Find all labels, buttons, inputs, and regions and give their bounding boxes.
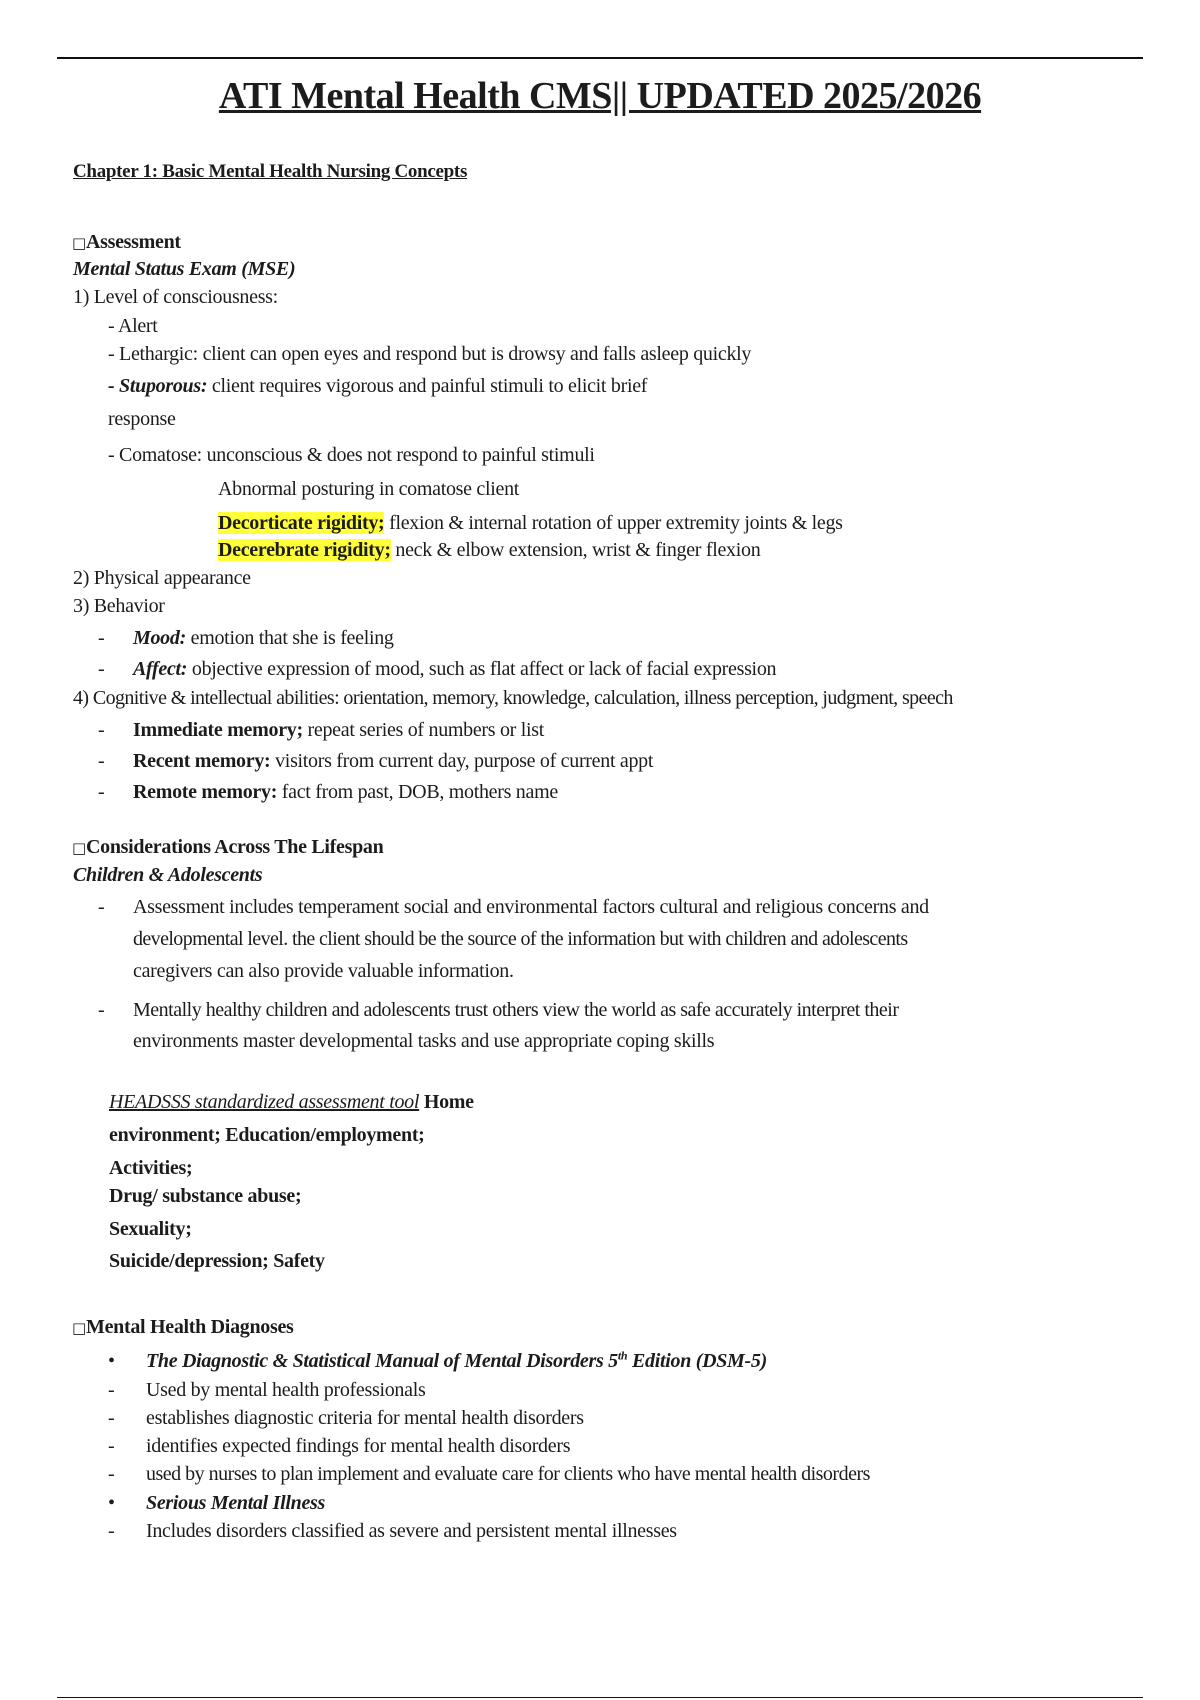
headsss-line-6: Suicide/depression; Safety	[109, 1250, 325, 1272]
remote-memory-line	[133, 780, 558, 804]
lifespan-heading	[72, 835, 383, 860]
paragraph-2-line-1: Mentally healthy children and adolescents trust others view the world as safe accurately interpret their	[133, 999, 899, 1021]
immediate-memory-line	[133, 718, 544, 742]
headsss-line-3: Activities;	[109, 1157, 193, 1179]
decerebrate-term: Decerebrate rigidity;	[218, 539, 391, 561]
stuporous-term: - Stuporous:	[108, 375, 208, 397]
decerebrate-line	[218, 538, 760, 562]
smi-title: Serious Mental Illness	[146, 1492, 326, 1514]
lethargic-line: - Lethargic: client can open eyes and respond but is drowsy and falls asleep quickly	[108, 343, 752, 365]
decorticate-term: Decorticate rigidity;	[218, 512, 385, 534]
box-icon: □	[72, 1319, 86, 1337]
bullet-dot: •	[108, 1350, 116, 1372]
dsm-point-2: establishes diagnostic criteria for mental health disorders	[146, 1407, 584, 1429]
loc-item: 1) Level of consciousness:	[73, 286, 278, 308]
smi-point-1: Includes disorders classified as severe and persistent mental illnesses	[146, 1520, 677, 1542]
mood-term: Mood:	[133, 627, 186, 649]
paragraph-1-line-2: developmental level. the client should be the source of the information but with children and adolescents	[133, 928, 908, 950]
decorticate-text: flexion & internal rotation of upper extremity joints & legs	[384, 512, 843, 534]
paragraph-1-line-3: caregivers can also provide valuable information.	[133, 960, 514, 982]
headsss-line-1	[109, 1090, 474, 1114]
comatose-line: - Comatose: unconscious & does not respond to painful stimuli	[108, 444, 595, 466]
headsss-tool-label: HEADSSS standardized assessment tool	[109, 1091, 420, 1113]
headsss-home: Home	[419, 1091, 474, 1113]
top-rule	[57, 57, 1143, 59]
paragraph-2-line-2: environments master developmental tasks and use appropriate coping skills	[133, 1030, 715, 1052]
mse-subheading: Mental Status Exam (MSE)	[73, 258, 296, 280]
dash-d2: -	[108, 1407, 115, 1429]
alert-line: - Alert	[108, 315, 158, 337]
stuporous-text: client requires vigorous and painful stimuli to elicit brief	[207, 375, 648, 397]
remote-term: Remote memory:	[133, 781, 278, 803]
dsm-superscript: th	[617, 1348, 628, 1363]
recent-text: visitors from current day, purpose of current appt	[270, 750, 654, 772]
dsm-point-1: Used by mental health professionals	[146, 1379, 426, 1401]
dsm-title	[146, 1349, 767, 1373]
dash-recent: -	[98, 750, 105, 772]
behavior-item: 3) Behavior	[73, 595, 165, 617]
dsm-point-4: used by nurses to plan implement and evaluate care for clients who have mental health disorders	[146, 1463, 870, 1485]
headsss-line-4: Drug/ substance abuse;	[109, 1185, 302, 1207]
diagnoses-heading-text: Mental Health Diagnoses	[86, 1316, 294, 1338]
headsss-line-2: environment; Education/employment;	[109, 1124, 425, 1146]
dash-immediate: -	[98, 719, 105, 741]
recent-memory-line	[133, 749, 653, 773]
dash-d4: -	[108, 1463, 115, 1485]
dsm-title-tail: Edition (DSM-5)	[627, 1350, 767, 1372]
dash-d3: -	[108, 1435, 115, 1457]
dash-remote: -	[98, 781, 105, 803]
dash-p2: -	[98, 999, 105, 1021]
box-icon: □	[72, 234, 86, 252]
affect-text: objective expression of mood, such as flat affect or lack of facial expression	[187, 658, 777, 680]
stuporous-continuation: response	[108, 408, 176, 430]
dsm-point-3: identifies expected findings for mental health disorders	[146, 1435, 571, 1457]
immediate-text: repeat series of numbers or list	[302, 719, 544, 741]
dash-mood: -	[98, 627, 105, 649]
immediate-term: Immediate memory;	[133, 719, 303, 741]
decorticate-line	[218, 511, 843, 535]
remote-text: fact from past, DOB, mothers name	[277, 781, 558, 803]
mood-line	[133, 626, 394, 650]
bullet-dot: •	[108, 1492, 116, 1514]
children-subheading: Children & Adolescents	[73, 864, 263, 886]
paragraph-1-line-1: Assessment includes temperament social and environmental factors cultural and religious concerns and	[133, 896, 929, 918]
dash-p1: -	[98, 896, 105, 918]
cognitive-item: 4) Cognitive & intellectual abilities: orientation, memory, knowledge, calculation, illness perception, judgment, speech	[73, 687, 953, 709]
chapter-heading: Chapter 1: Basic Mental Health Nursing Concepts	[73, 161, 468, 182]
diagnoses-heading	[72, 1315, 294, 1340]
lifespan-heading-text: Considerations Across The Lifespan	[86, 836, 384, 858]
bottom-rule	[57, 1697, 1143, 1698]
abnormal-posturing: Abnormal posturing in comatose client	[218, 478, 520, 500]
stuporous-line	[108, 374, 647, 398]
mood-text: emotion that she is feeling	[185, 627, 394, 649]
assessment-heading	[72, 230, 181, 255]
physical-appearance-item: 2) Physical appearance	[73, 567, 251, 589]
dash-affect: -	[98, 658, 105, 680]
dash-smi: -	[108, 1520, 115, 1542]
page-title: ATI Mental Health CMS|| UPDATED 2025/2026	[218, 75, 982, 117]
headsss-line-5: Sexuality;	[109, 1218, 192, 1240]
decerebrate-text: neck & elbow extension, wrist & finger flexion	[390, 539, 761, 561]
box-icon: □	[72, 839, 86, 857]
dash-d1: -	[108, 1379, 115, 1401]
dsm-title-text: The Diagnostic & Statistical Manual of Mental Disorders 5	[146, 1350, 618, 1372]
assessment-heading-text: Assessment	[86, 231, 181, 253]
affect-line	[133, 657, 776, 681]
recent-term: Recent memory:	[133, 750, 271, 772]
affect-term: Affect:	[133, 658, 188, 680]
